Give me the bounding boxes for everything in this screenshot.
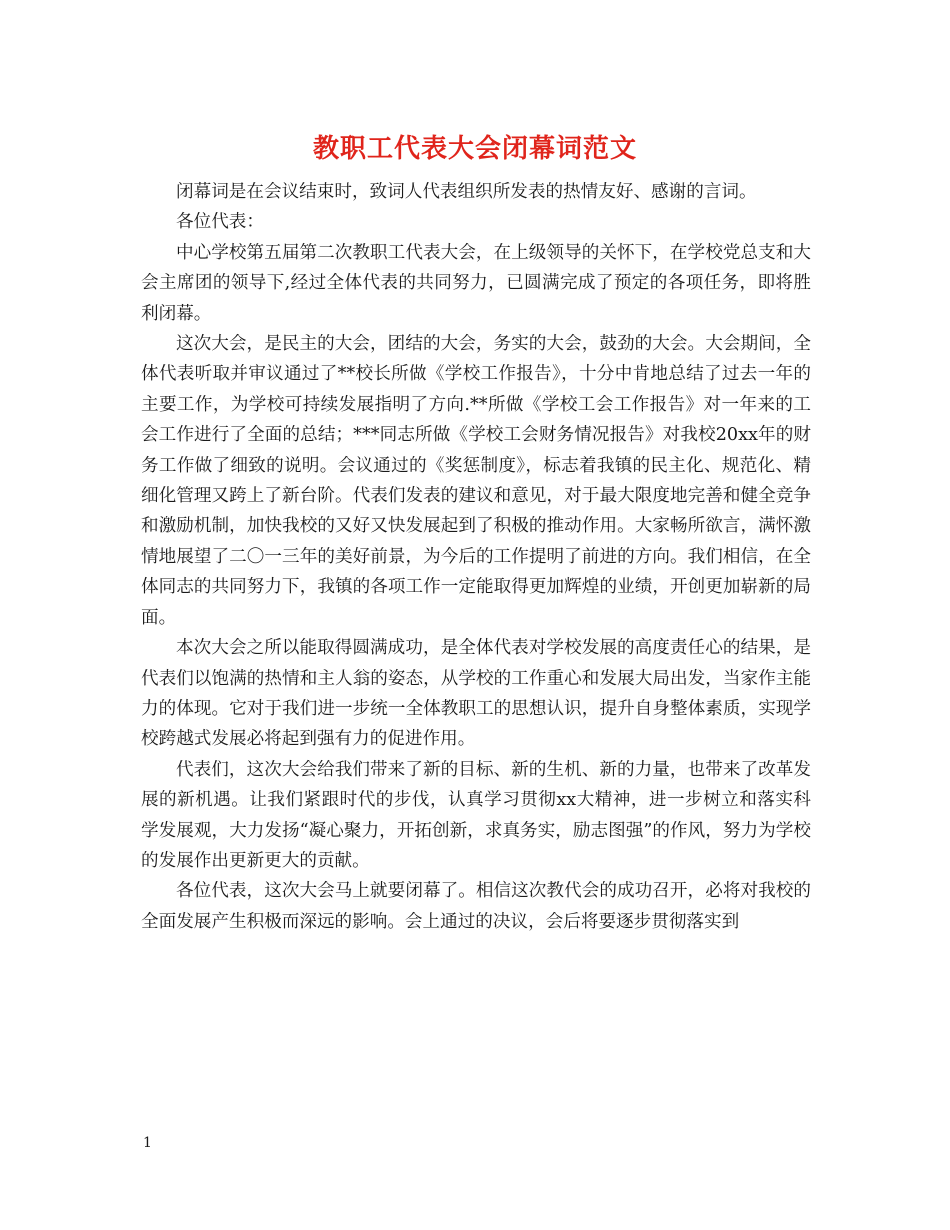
page-number: 1 [143,1135,152,1151]
paragraph-intro: 闭幕词是在会议结束时，致词人代表组织所发表的热情友好、感谢的言词。 [176,182,757,202]
paragraph-opening: 中心学校第五届第二次教职工代表大会，在上级领导的关怀下，在学校党总支和大会主席团的领导下,经过全体代表的共同努力，已圆满完成了预定的各项任务，即将胜利闭幕。 [141,242,811,324]
document-title: 教职工代表大会闭幕词范文 [312,134,637,164]
document-body [141,177,811,937]
paragraph-success: 本次大会之所以能取得圆满成功，是全体代表对学校发展的高度责任心的结果，是代表们以饱满的热情和主人翁的姿态，从学校的工作重心和发展大局出发，当家作主能力的体现。它对于我们进一步统一全体教职工的思想认识，提升自身整体素质，实现学校跨越式发展必将起到强有力的促进作用。 [141,638,811,750]
paragraph-closing: 各位代表，这次大会马上就要闭幕了。相信这次教代会的成功召开，必将对我校的全面发展产生积极而深远的影响。会上通过的决议，会后将要逐步贯彻落实到 [141,881,811,932]
paragraph-summary: 这次大会，是民主的大会，团结的大会，务实的大会，鼓劲的大会。大会期间，全体代表听取并审议通过了**校长所做《学校工作报告》，十分中肯地总结了过去一年的主要工作，为学校可持续发展指明了方向.**所做《学校工会工作报告》对一年来的工会工作进行了全面的总结；***同志所做《学校工会财务情况报告》对我校20xx年的财务工作做了细致的说明。会议通过的《奖惩制度》，标志着我镇的民主化、规范化、精细化管理又跨上了新台阶。代表们发表的建议和意见，对于最大限度地完善和健全竞争和激励机制，加快我校的又好又快发展起到了积极的推动作用。大家畅所欲言，满怀激情地展望了二〇一三年的美好前景，为今后的工作提明了前进的方向。我们相信，在全体同志的共同努力下，我镇的各项工作一定能取得更加辉煌的业绩，开创更加崭新的局面。 [141,334,811,628]
paragraph-call-to-action: 代表们，这次大会给我们带来了新的目标、新的生机、新的力量，也带来了改革发展的新机遇。让我们紧跟时代的步伐，认真学习贯彻xx大精神，进一步树立和落实科学发展观，大力发扬“凝心聚力，开拓创新，求真务实，励志图强”的作风，努力为学校的发展作出更新更大的贡献。 [141,759,811,871]
paragraph-salutation: 各位代表： [176,212,264,233]
